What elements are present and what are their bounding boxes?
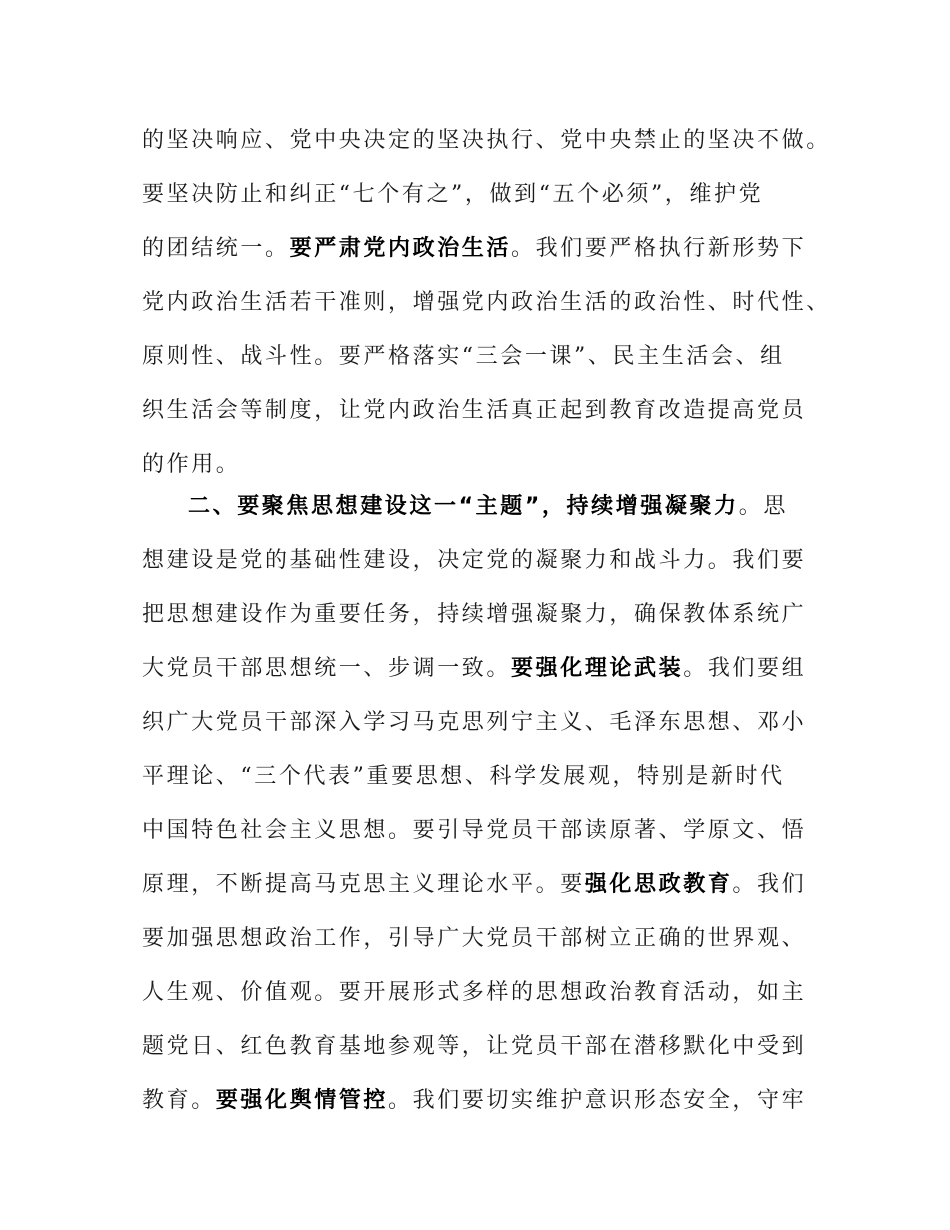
bold-heading-text: 二、要聚焦思想建设这一“主题”，持续增强凝聚力	[188, 494, 739, 519]
text-line	[142, 912, 832, 966]
text-line	[142, 696, 832, 750]
body-text: 。我们	[732, 872, 807, 897]
body-text: 。思	[738, 494, 788, 519]
body-text: 。我们要严格执行新形势下	[511, 236, 807, 261]
bold-heading-text: 强化思政教育	[584, 872, 733, 897]
text-line	[142, 1074, 832, 1128]
body-text: 教育。	[142, 1088, 216, 1113]
body-text: 织广大党员干部深入学习马克思列宁主义、毛泽东思想、邓小	[142, 710, 807, 735]
text-line	[142, 222, 832, 276]
body-text: 题党日、红色教育基地参观等，让党员干部在潜移默化中受到	[142, 1034, 807, 1059]
text-line	[142, 330, 832, 384]
body-text: 大党员干部思想统一、步调一致。	[142, 656, 512, 681]
body-text: 想建设是党的基础性建设，决定党的凝聚力和战斗力。我们要	[142, 548, 807, 573]
text-line	[142, 1020, 832, 1074]
body-text: 要加强思想政治工作，引导广大党员干部树立正确的世界观、	[142, 926, 807, 951]
body-text: 。我们要组	[683, 656, 807, 681]
body-text: 原则性、战斗性。要严格落实“三会一课”、民主生活会、组	[142, 344, 785, 369]
text-line	[142, 588, 832, 642]
bold-heading-text: 要强化舆情管控	[215, 1088, 389, 1113]
text-line	[142, 804, 832, 858]
text-line	[142, 966, 832, 1020]
body-text: 平理论、“三个代表”重要思想、科学发展观，特别是新时代	[142, 764, 785, 789]
bold-heading-text: 要强化理论武装	[511, 656, 684, 681]
body-text: 的坚决响应、党中央决定的坚决执行、党中央禁止的坚决不做。	[142, 128, 831, 153]
body-text: 把思想建设作为重要任务，持续增强凝聚力，确保教体系统广	[142, 602, 807, 627]
text-line	[142, 384, 832, 438]
paragraph-2	[142, 480, 832, 1128]
text-line	[142, 642, 832, 696]
body-text: 织生活会等制度，让党内政治生活真正起到教育改造提高党员	[142, 398, 807, 423]
body-text: 要坚决防止和纠正“七个有之”，做到“五个必须”，维护党	[142, 182, 764, 207]
body-text: 人生观、价值观。要开展形式多样的思想政治教育活动，如主	[142, 980, 807, 1005]
text-line	[142, 480, 832, 534]
body-text: 原理，不断提高马克思主义理论水平。要	[142, 872, 585, 897]
body-text: 中国特色社会主义思想。要引导党员干部读原著、学原文、悟	[142, 818, 807, 843]
text-line	[142, 534, 832, 588]
text-line	[142, 750, 832, 804]
body-text: 。我们要切实维护意识形态安全，守牢	[388, 1088, 807, 1113]
text-line	[142, 276, 832, 330]
text-line	[142, 858, 832, 912]
bold-heading-text: 要严肃党内政治生活	[289, 236, 512, 261]
text-line	[142, 168, 832, 222]
body-text: 的作用。	[142, 452, 241, 477]
paragraph-1	[142, 114, 832, 492]
body-text: 党内政治生活若干准则，增强党内政治生活的政治性、时代性、	[142, 290, 831, 315]
text-line	[142, 114, 832, 168]
body-text: 的团结统一。	[142, 236, 290, 261]
